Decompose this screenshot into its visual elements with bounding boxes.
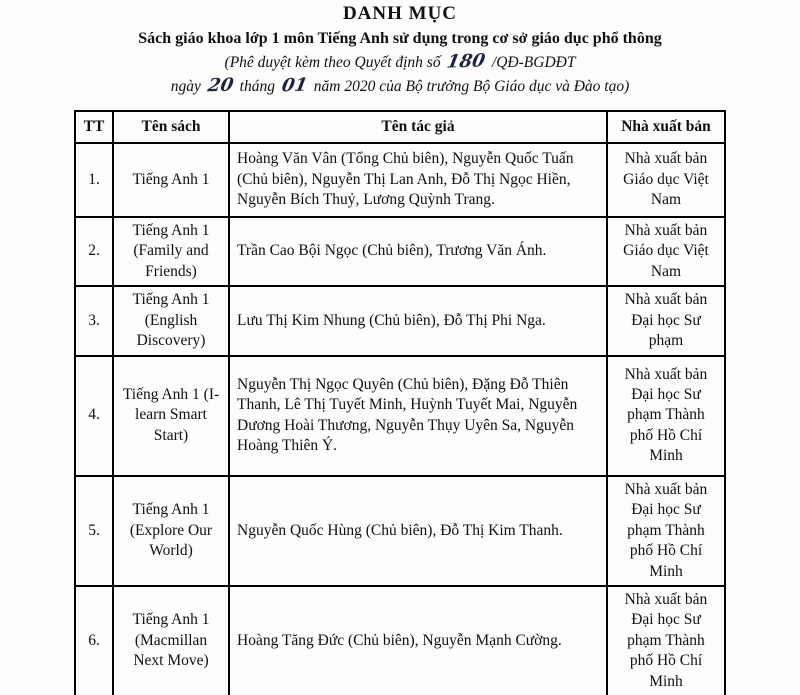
table-row (75, 143, 725, 217)
cell-publisher: Nhà xuất bản Đại học Sư phạm Thành phố Hồ Chí Minh (607, 476, 725, 586)
header-publisher: Nhà xuất bản (607, 111, 725, 143)
cell-authors: Lưu Thị Kim Nhung (Chủ biên), Đỗ Thị Phi Nga. (229, 286, 607, 355)
date-line (0, 74, 800, 97)
cell-publisher: Nhà xuất bản Đại học Sư phạm Thành phố Hồ Chí Minh (607, 356, 725, 476)
handwritten-day: 20 (205, 74, 235, 97)
cell-tt: 2. (75, 217, 113, 286)
header-book-title: Tên sách (113, 111, 229, 143)
cell-publisher: Nhà xuất bản Đại học Sư phạm Thành phố Hồ Chí Minh (607, 586, 725, 695)
cell-tt: 3. (75, 286, 113, 355)
table-row (75, 217, 725, 286)
cell-book-title: Tiếng Anh 1 (113, 143, 229, 217)
header-authors: Tên tác giả (229, 111, 607, 143)
cell-authors: Trần Cao Bội Ngọc (Chủ biên), Trương Văn Ánh. (229, 217, 607, 286)
cell-book-title: Tiếng Anh 1 (Macmillan Next Move) (113, 586, 229, 695)
cell-authors: Hoàng Văn Vân (Tổng Chủ biên), Nguyễn Quốc Tuấn (Chủ biên), Nguyễn Thị Lan Anh, Đỗ Thị Ngọc Hiền, Nguyễn Bích Thuỷ, Lương Quỳnh Trang. (229, 143, 607, 217)
approval-line (0, 50, 800, 73)
document-subtitle: Sách giáo khoa lớp 1 môn Tiếng Anh sử dụng trong cơ sở giáo dục phổ thông (138, 30, 662, 47)
date-part-1: ngày (170, 78, 201, 95)
textbook-catalog-table (74, 110, 726, 695)
approval-prefix: (Phê duyệt kèm theo Quyết định số (224, 54, 441, 71)
table-row (75, 286, 725, 355)
handwritten-decision-number: 180 (445, 50, 488, 73)
cell-authors: Nguyễn Thị Ngọc Quyên (Chủ biên), Đặng Đỗ Thiên Thanh, Lê Thị Tuyết Minh, Huỳnh Tuyết Mai, Nguyễn Dương Hoài Thương, Nguyễn Thụy Uyên Sa, Nguyễn Hoàng Thiên Ý. (229, 356, 607, 476)
cell-tt: 4. (75, 356, 113, 476)
cell-publisher: Nhà xuất bản Đại học Sư phạm (607, 286, 725, 355)
table-row (75, 356, 725, 476)
cell-authors: Nguyễn Quốc Hùng (Chủ biên), Đỗ Thị Kim Thanh. (229, 476, 607, 586)
cell-book-title: Tiếng Anh 1 (Family and Friends) (113, 217, 229, 286)
page-title: DANH MỤC (342, 3, 458, 24)
date-part-2: tháng (239, 78, 275, 95)
cell-publisher: Nhà xuất bản Giáo dục Việt Nam (607, 143, 725, 217)
cell-book-title: Tiếng Anh 1 (I-learn Smart Start) (113, 356, 229, 476)
approval-suffix: /QĐ-BGDĐT (491, 54, 576, 71)
table-row (75, 476, 725, 586)
handwritten-month: 01 (279, 74, 309, 97)
cell-tt: 6. (75, 586, 113, 695)
cell-book-title: Tiếng Anh 1 (English Discovery) (113, 286, 229, 355)
cell-tt: 5. (75, 476, 113, 586)
date-part-3: năm 2020 của Bộ trưởng Bộ Giáo dục và Đào tạo) (313, 78, 630, 95)
cell-tt: 1. (75, 143, 113, 217)
cell-authors: Hoàng Tăng Đức (Chủ biên), Nguyễn Mạnh Cường. (229, 586, 607, 695)
table-row (75, 586, 725, 695)
header-tt: TT (75, 111, 113, 143)
cell-publisher: Nhà xuất bản Giáo dục Việt Nam (607, 217, 725, 286)
cell-book-title: Tiếng Anh 1 (Explore Our World) (113, 476, 229, 586)
table-header-row (75, 111, 725, 143)
